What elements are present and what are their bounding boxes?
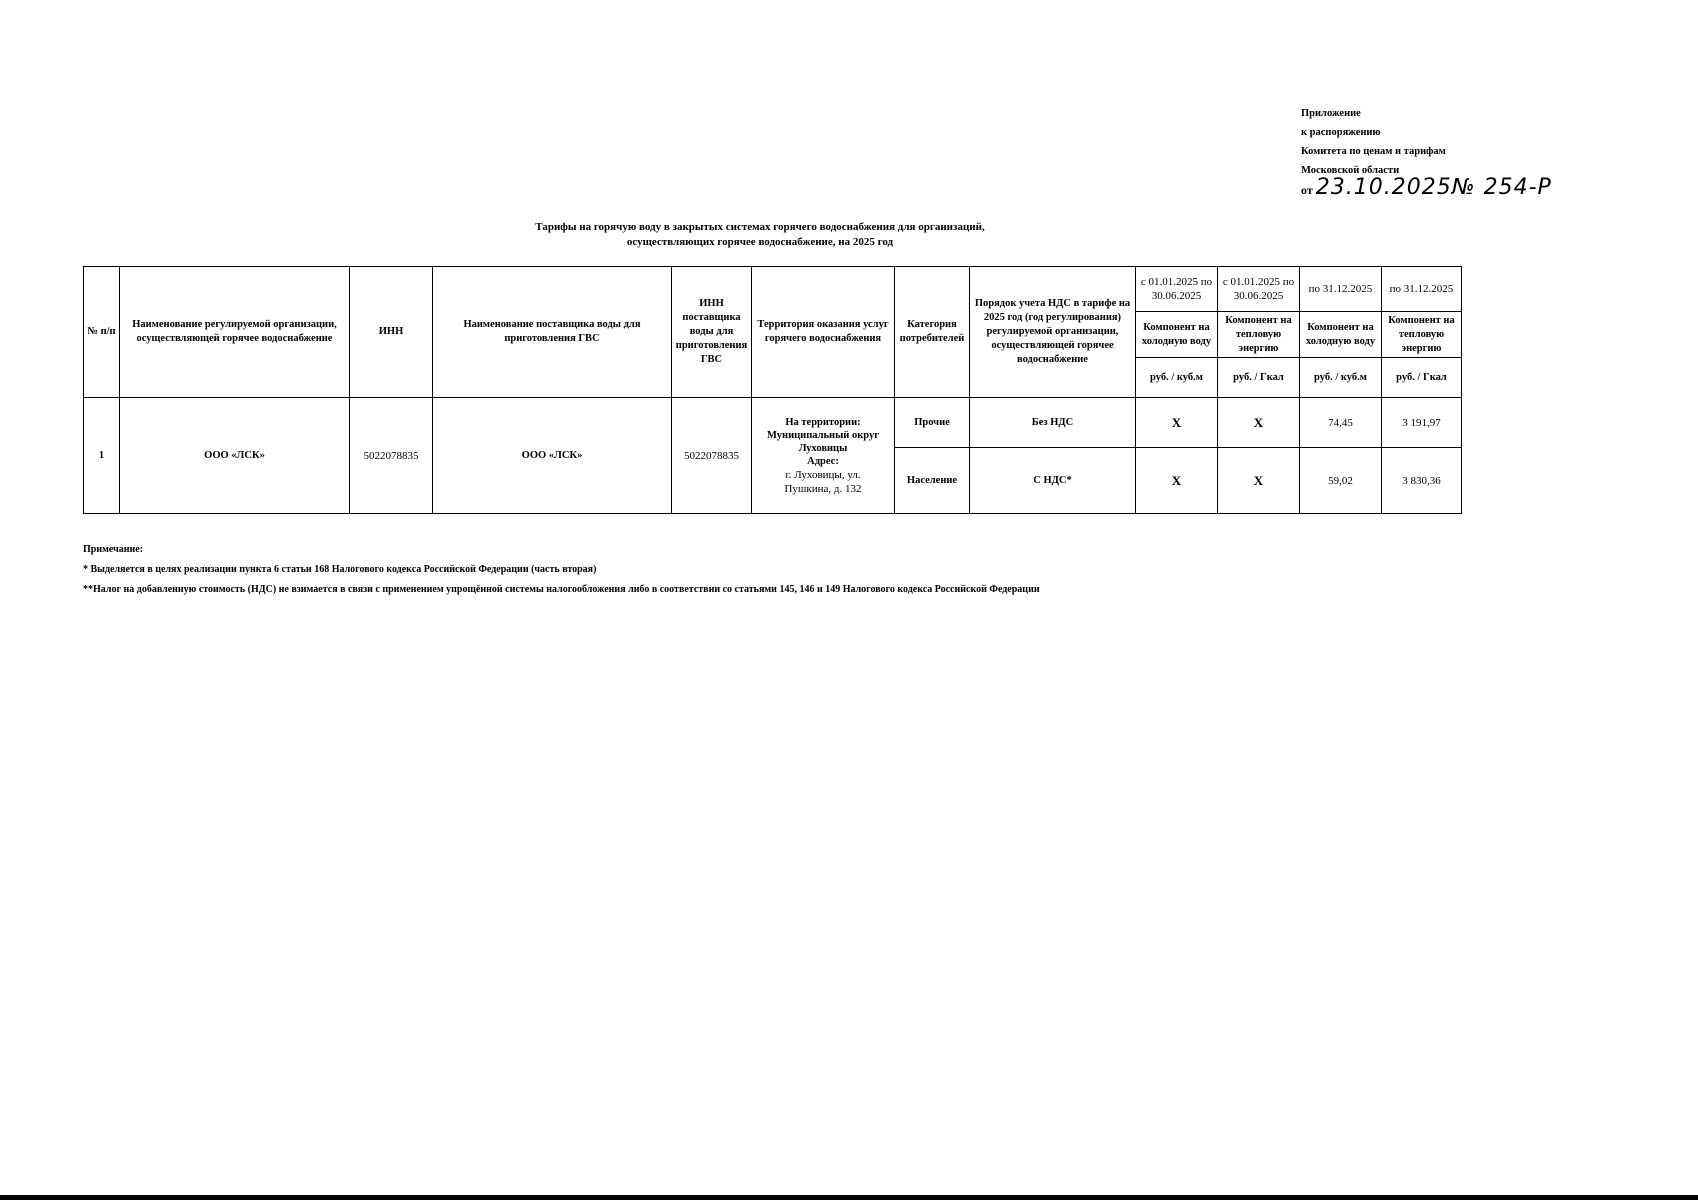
row-value-2: X <box>1218 398 1300 448</box>
row-num: 1 <box>84 398 120 514</box>
appendix-line-3: Комитета по ценам и тарифам <box>1301 146 1446 157</box>
appendix-line-1: Приложение <box>1301 108 1361 119</box>
row-value-1: X <box>1136 398 1218 448</box>
row-value-4: 3 830,36 <box>1382 448 1462 514</box>
header-period-2: с 01.01.2025 по 30.06.2025 <box>1218 267 1300 312</box>
notes-heading: Примечание: <box>83 544 144 555</box>
header-vat: Порядок учета НДС в тарифе на 2025 год (год регулирования) регулируемой организации, осуществляющей горячее водоснабжение <box>970 267 1136 398</box>
header-territory: Территория оказания услуг горячего водоснабжения <box>752 267 895 398</box>
row-org: ООО «ЛСК» <box>120 398 350 514</box>
header-component-2: Компонент на тепловую энергию <box>1218 312 1300 358</box>
header-category: Категория потребителей <box>895 267 970 398</box>
row-supplier-inn: 5022078835 <box>672 398 752 514</box>
row-value-3: 74,45 <box>1300 398 1382 448</box>
header-inn: ИНН <box>350 267 433 398</box>
document-title <box>500 220 1020 250</box>
header-component-1: Компонент на холодную воду <box>1136 312 1218 358</box>
header-supplier-inn: ИНН поставщика воды для приготовления ГВС <box>672 267 752 398</box>
handwritten-date-number: 23.10.2025№ 254-Р <box>1315 175 1552 200</box>
header-org: Наименование регулируемой организации, осуществляющей горячее водоснабжение <box>120 267 350 398</box>
row-vat: Без НДС <box>970 398 1136 448</box>
row-category: Прочие <box>895 398 970 448</box>
appendix-date-prefix: от <box>1301 183 1313 197</box>
header-supplier: Наименование поставщика воды для приготовления ГВС <box>433 267 672 398</box>
note-2: **Налог на добавленную стоимость (НДС) не взимается в связи с применением упрощённой системы налогообложения либо в соответствии со статьями 145, 146 и 149 Налогового кодекса Российской Федерации <box>83 584 1040 595</box>
row-territory <box>752 398 895 514</box>
notes-block <box>83 540 1040 600</box>
tariff-table <box>83 266 1462 514</box>
header-unit-1: руб. / куб.м <box>1136 358 1218 398</box>
territory-line-2: Муниципальный округ <box>767 429 879 441</box>
header-period-4: по 31.12.2025 <box>1382 267 1462 312</box>
row-value-3: 59,02 <box>1300 448 1382 514</box>
territory-line-5: г. Луховицы, ул. <box>785 468 861 481</box>
table-row <box>84 398 1462 448</box>
row-value-2: X <box>1218 448 1300 514</box>
row-category: Население <box>895 448 970 514</box>
header-unit-4: руб. / Гкал <box>1382 358 1462 398</box>
row-value-1: X <box>1136 448 1218 514</box>
row-supplier: ООО «ЛСК» <box>433 398 672 514</box>
header-unit-3: руб. / куб.м <box>1300 358 1382 398</box>
header-period-3: по 31.12.2025 <box>1300 267 1382 312</box>
appendix-date-line <box>1301 175 1552 200</box>
territory-line-6: Пушкина, д. 132 <box>784 482 862 495</box>
territory-line-1: На территории: <box>785 416 861 428</box>
header-period-1: с 01.01.2025 по 30.06.2025 <box>1136 267 1218 312</box>
note-1: * Выделяется в целях реализации пункта 6 статьи 168 Налогового кодекса Российской Федерации (часть вторая) <box>83 564 597 575</box>
territory-line-4: Адрес: <box>807 455 839 467</box>
row-vat: С НДС* <box>970 448 1136 514</box>
header-component-3: Компонент на холодную воду <box>1300 312 1382 358</box>
appendix-line-4: Московской области <box>1301 165 1400 176</box>
title-line-1: Тарифы на горячую воду в закрытых системах горячего водоснабжения для организаций, <box>535 221 985 233</box>
scan-edge-bar <box>0 1195 1698 1200</box>
header-unit-2: руб. / Гкал <box>1218 358 1300 398</box>
territory-line-3: Луховицы <box>798 442 848 454</box>
title-line-2: осуществляющих горячее водоснабжение, на 2025 год <box>626 236 894 248</box>
header-row-periods <box>84 267 1462 312</box>
header-num: № п/п <box>84 267 120 398</box>
row-value-4: 3 191,97 <box>1382 398 1462 448</box>
appendix-block <box>1301 104 1552 200</box>
row-inn: 5022078835 <box>350 398 433 514</box>
appendix-line-2: к распоряжению <box>1301 127 1381 138</box>
header-component-4: Компонент на тепловую энергию <box>1382 312 1462 358</box>
